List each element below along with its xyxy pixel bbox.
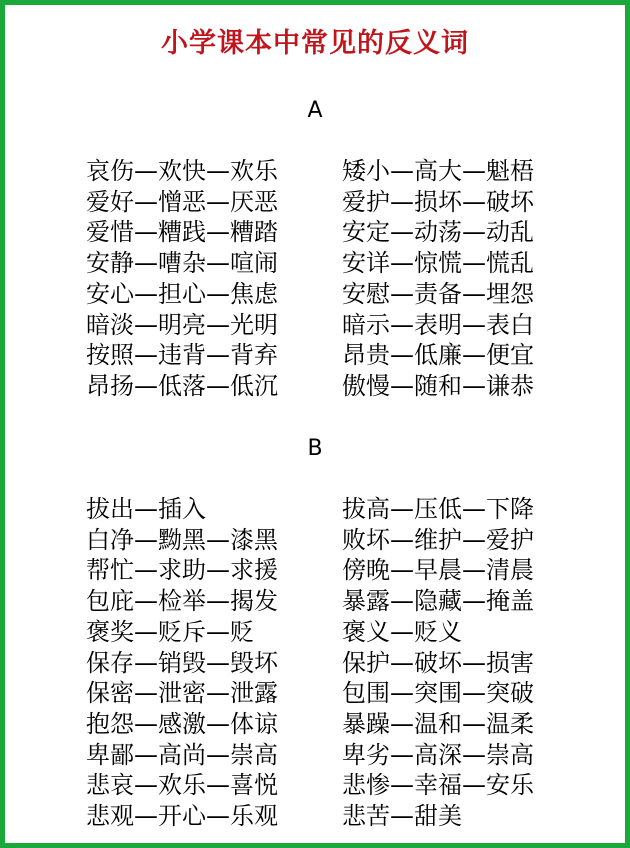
antonym-entry: 爱护—损坏—破坏 [342,187,534,216]
antonym-entry: 爱惜—糟践—糟踏 [86,218,278,247]
antonym-entry: 傲慢—随和—谦恭 [342,371,534,400]
antonym-entry: 保存—销毁—毁坏 [86,648,278,677]
antonym-entry: 保护—破坏—损害 [342,648,534,677]
section-b-right-column [342,494,534,832]
antonym-entry: 暗淡—明亮—光明 [86,310,278,339]
antonym-entry: 败坏—维护—爱护 [342,525,534,554]
antonym-entry: 爱好—憎恶—厌恶 [86,187,278,216]
antonym-entry: 卑鄙—高尚—崇高 [86,740,278,769]
antonym-entry: 安详—惊慌—慌乱 [342,249,534,278]
antonym-entry: 安定—动荡—动乱 [342,218,534,247]
antonym-entry: 抱怨—感激—体谅 [86,709,278,738]
antonym-entry: 包围—突围—突破 [342,679,534,708]
antonym-entry: 昂贵—低廉—便宜 [342,341,534,370]
antonym-entry: 包庇—检举—揭发 [86,587,278,616]
antonym-entry: 褒奖—贬斥—贬 [86,617,254,646]
antonym-entry: 卑劣—高深—崇高 [342,740,534,769]
antonym-entry: 褒义—贬义 [342,617,462,646]
antonym-entry: 傍晚—早晨—清晨 [342,556,534,585]
antonym-entry: 悲哀—欢乐—喜悦 [86,771,278,800]
antonym-entry: 安慰—责备—埋怨 [342,279,534,308]
antonym-entry: 帮忙—求助—求援 [86,556,278,585]
page-title: 小学课本中常见的反义词 [161,28,469,59]
section-heading-b: B [307,436,323,461]
antonym-entry: 悲观—开心—乐观 [86,802,278,831]
antonym-entry: 矮小—高大—魁梧 [342,157,534,185]
antonym-entry: 暗示—表明—表白 [342,310,534,339]
antonym-entry: 暴躁—温和—温柔 [342,709,534,738]
antonym-entry: 保密—泄密—泄露 [86,679,278,708]
antonym-entry: 昂扬—低落—低沉 [86,371,278,400]
antonym-entry: 悲惨—幸福—安乐 [342,771,534,800]
antonym-entry: 拔高—压低—下降 [342,495,534,523]
antonym-entry: 哀伤—欢快—欢乐 [86,157,278,185]
antonym-entry: 白净—黝黑—漆黑 [86,525,278,554]
section-a-left-column [86,156,278,402]
antonym-entry: 拔出—插入 [86,495,206,523]
section-a-right-column [342,156,534,402]
antonym-entry: 悲苦—甜美 [342,802,462,831]
section-heading-a: A [307,98,323,123]
section-b-left-column [86,494,278,832]
antonym-entry: 安静—嘈杂—喧闹 [86,249,278,278]
antonym-entry: 按照—违背—背弃 [86,341,278,370]
antonym-entry: 暴露—隐藏—掩盖 [342,587,534,616]
antonym-entry: 安心—担心—焦虑 [86,279,278,308]
